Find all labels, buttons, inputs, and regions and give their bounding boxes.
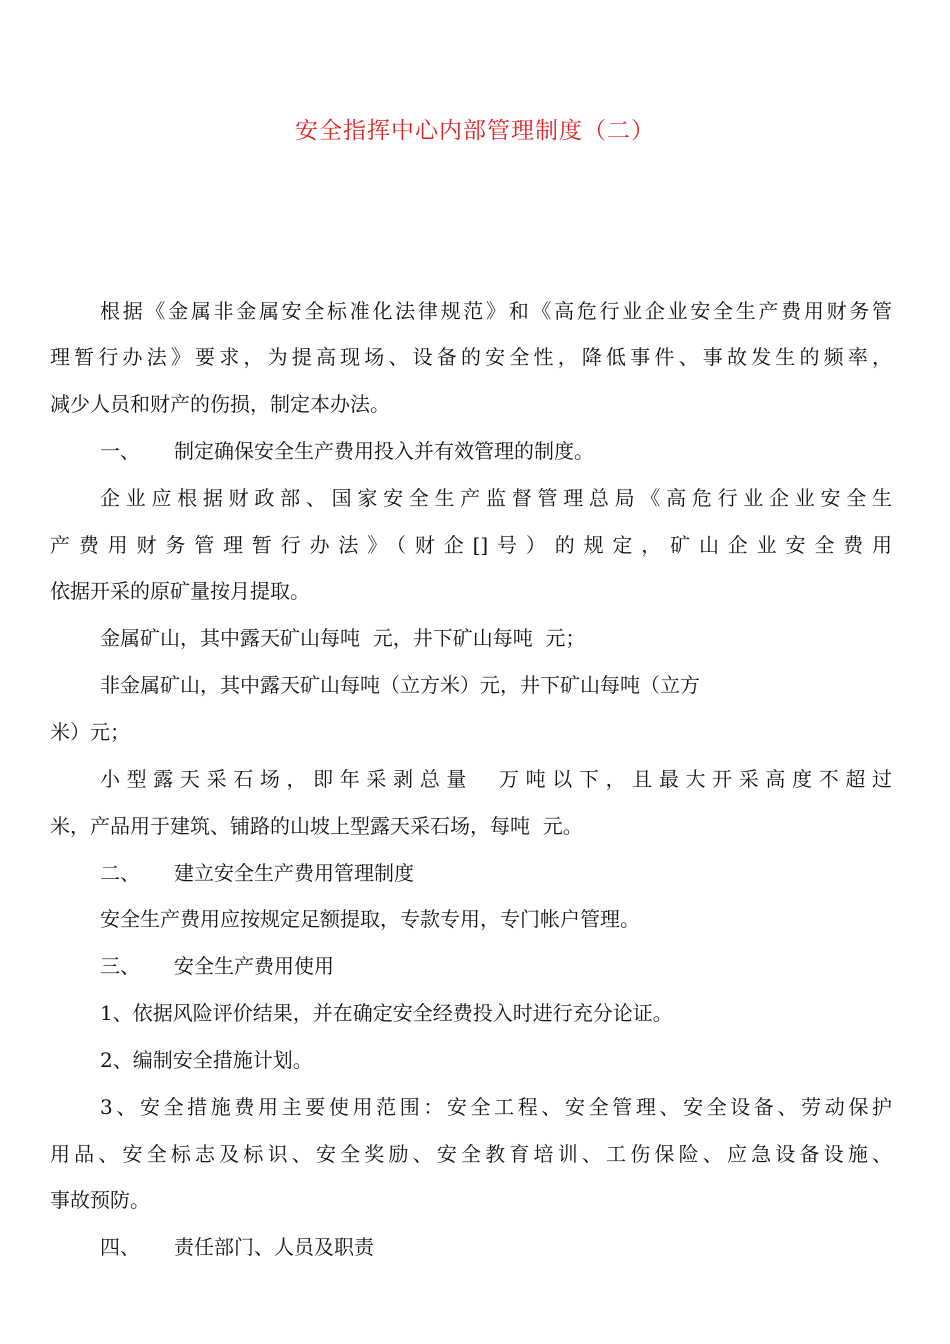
section-number: 三、 — [100, 954, 140, 978]
section-heading-text: 责任部门、人员及职责 — [174, 1235, 374, 1259]
list-item: 3、安全措施费用主要使用范围：安全工程、安全管理、安全设备、劳动保护 — [100, 1095, 892, 1119]
section-heading-text: 建立安全生产费用管理制度 — [174, 861, 414, 885]
paragraph-line: 用品、安全标志及标识、安全奖励、安全教育培训、工伤保险、应急设备设施、 — [50, 1142, 892, 1166]
section-heading-text: 安全生产费用使用 — [174, 954, 334, 978]
paragraph-line: 金属矿山，其中露天矿山每吨 元，井下矿山每吨 元； — [100, 626, 586, 650]
list-item: 2、编制安全措施计划。 — [100, 1048, 313, 1072]
section-heading-3 — [100, 952, 334, 980]
paragraph-line: 米）元； — [50, 720, 130, 744]
section-heading-1 — [100, 437, 594, 465]
paragraph-line: 企业应根据财政部、国家安全生产监督管理总局《高危行业企业安全生 — [100, 486, 892, 510]
section-number: 二、 — [100, 861, 140, 885]
paragraph-line: 依据开采的原矿量按月提取。 — [50, 579, 310, 603]
paragraph-line: 米，产品用于建筑、铺路的山坡上型露天采石场，每吨 元。 — [50, 814, 583, 838]
paragraph-line: 小型露天采石场，即年采剥总量 万吨以下，且最大开采高度不超过 — [100, 767, 892, 791]
section-number: 四、 — [100, 1235, 140, 1259]
paragraph-line: 减少人员和财产的伤损，制定本办法。 — [50, 392, 390, 416]
paragraph-line: 安全生产费用应按规定足额提取，专款专用，专门帐户管理。 — [100, 907, 640, 931]
section-number: 一、 — [100, 439, 140, 463]
paragraph-line: 理暂行办法》要求，为提高现场、设备的安全性，降低事件、事故发生的频率， — [50, 345, 892, 369]
paragraph-line: 非金属矿山，其中露天矿山每吨（立方米）元，井下矿山每吨（立方 — [100, 673, 700, 697]
section-heading-text: 制定确保安全生产费用投入并有效管理的制度。 — [174, 439, 594, 463]
section-heading-4 — [100, 1233, 374, 1261]
paragraph-line: 产费用财务管理暂行办法》（财企[]号）的规定，矿山企业安全费用 — [50, 533, 892, 557]
list-item: 1、依据风险评价结果，并在确定安全经费投入时进行充分论证。 — [100, 1001, 673, 1025]
paragraph-line: 事故预防。 — [50, 1188, 150, 1212]
document-title: 安全指挥中心内部管理制度（二） — [295, 118, 655, 144]
section-heading-2 — [100, 859, 414, 887]
paragraph-line: 根据《金属非金属安全标准化法律规范》和《高危行业企业安全生产费用财务管 — [100, 299, 892, 323]
